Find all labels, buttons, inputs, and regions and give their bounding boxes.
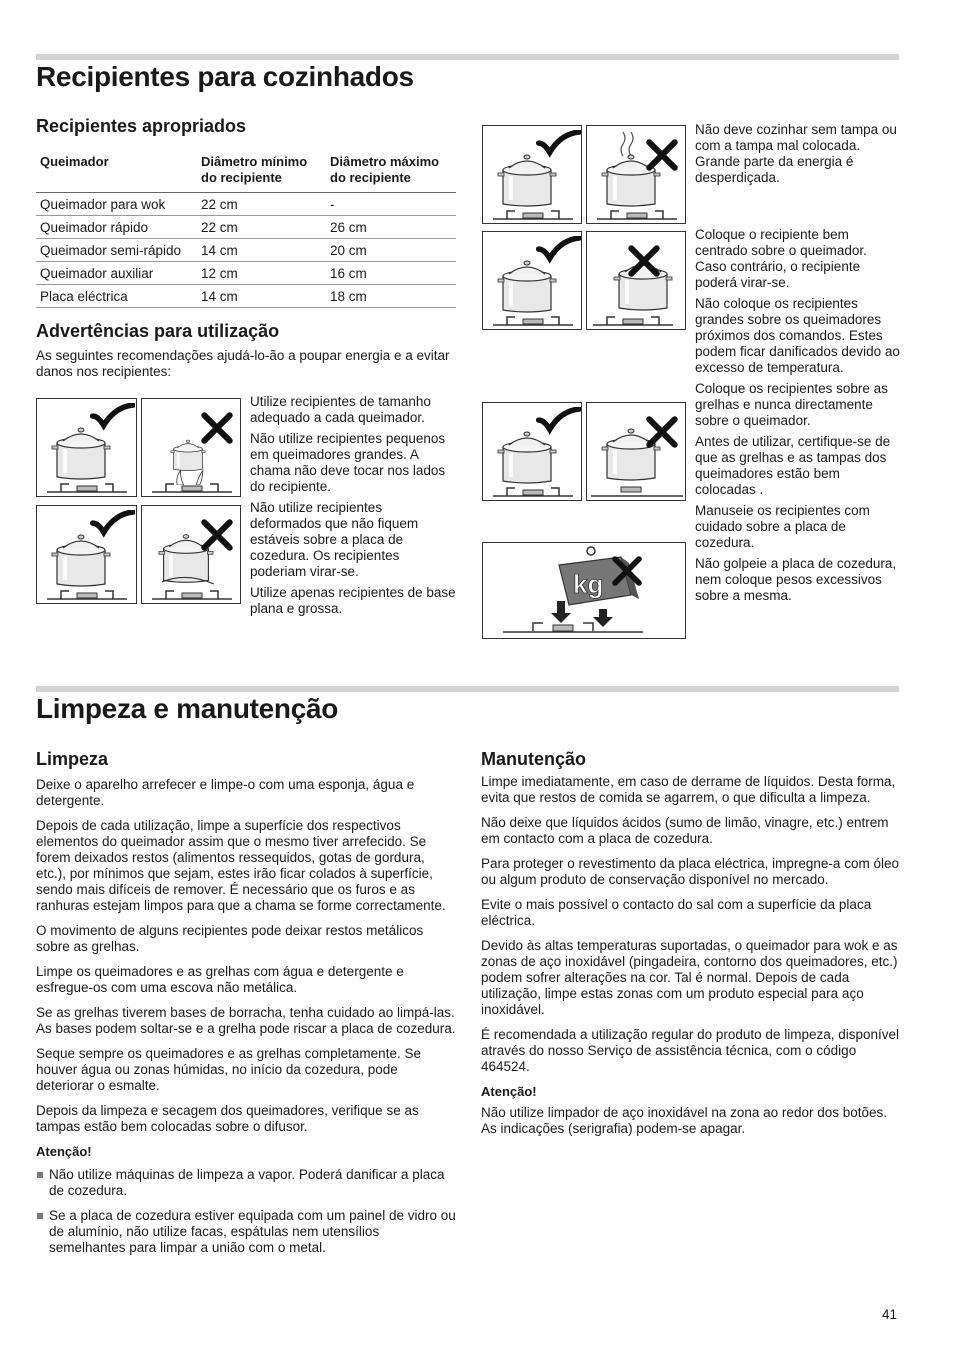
illustration-pot-deformed: [141, 505, 241, 604]
table-header: Queimador: [36, 152, 197, 193]
paragraph: Não utilize limpador de aço inoxidável na zona ao redor dos botões. As indicações (serigrafia) podem-se apagar.: [481, 1105, 888, 1136]
illustration-pot-too-small: [141, 398, 241, 497]
table-row: [36, 216, 456, 239]
table-cell: Queimador rápido: [36, 216, 197, 239]
illustration-pot-centered: [482, 231, 582, 330]
paragraph: É recomendada a utilização regular do produto de limpeza, disponível através do nosso Serviço de assistência técnica, com o código 464524.: [481, 1027, 900, 1074]
note: Coloque os recipientes sobre as grelhas e nunca directamente sobre o queimador.: [695, 381, 888, 428]
paragraph: Depois de cada utilização, limpe a superfície dos respectivos elementos do queimador assim que o mesmo tiver arrefecido. Se forem deixados restos (alimentos ressequidos, gotas de gordura, etc.), por mínimos que sejam, estes irão ficar colados à superfície, sendo mais difíceis de remover. É necessário que os furos e as ranhuras estejam limpos para que a chama se forme correctamente.: [36, 818, 446, 913]
table-cell: Queimador auxiliar: [36, 262, 197, 285]
attention-label: Atenção!: [481, 1084, 537, 1099]
table-cell: 22 cm: [197, 216, 326, 239]
illustration-pot-on-grate: [482, 402, 582, 501]
illustration-pot-correct-size: [36, 398, 137, 497]
illustration-pot-flat: [36, 505, 137, 604]
burner-table: [36, 152, 456, 308]
note: Manuseie os recipientes com cuidado sobre a placa de cozedura.: [695, 503, 870, 550]
pot-icon: [587, 403, 687, 502]
section-divider: [36, 54, 899, 60]
table-cell: 12 cm: [197, 262, 326, 285]
pot-icon: [483, 232, 583, 331]
subheading-manutencao: Manutenção: [481, 749, 587, 769]
table-row: [36, 262, 456, 285]
pot-icon: [587, 232, 687, 331]
table-cell: 26 cm: [326, 216, 456, 239]
pot-icon: [142, 506, 242, 605]
right-notes-block-1: [695, 227, 900, 609]
paragraph: O movimento de alguns recipientes pode deixar restos metálicos sobre as grelhas.: [36, 923, 424, 954]
note: Coloque o recipiente bem centrado sobre o queimador. Caso contrário, o recipiente poderá virar-se.: [695, 227, 867, 290]
subheading-recipientes: Recipientes apropriados: [36, 116, 247, 136]
illustration-pot-no-lid: [586, 125, 686, 224]
paragraph: Limpe imediatamente, em caso de derrame de líquidos. Desta forma, evita que restos de comida se agarrem, o que dificulta a limpeza.: [481, 774, 896, 805]
illustration-weight: [482, 542, 686, 639]
subheading-limpeza: Limpeza: [36, 749, 109, 769]
paragraph: Depois da limpeza e secagem dos queimadores, verifique se as tampas estão bem colocadas sobre o difusor.: [36, 1103, 419, 1134]
table-row: [36, 193, 456, 216]
table-cell: Queimador para wok: [36, 193, 197, 216]
table-cell: -: [326, 193, 456, 216]
note: Não utilize recipientes deformados que não fiquem estáveis sobre a placa de cozedura. Os recipientes poderiam virar-se.: [250, 500, 419, 579]
note: Não utilize recipientes pequenos em queimadores grandes. A chama não deve tocar nos lados do recipiente.: [250, 431, 446, 494]
pot-icon: [587, 126, 687, 225]
table-cell: 18 cm: [326, 285, 456, 308]
note: Utilize apenas recipientes de base plana e grossa.: [250, 585, 456, 616]
paragraph: Deixe o aparelho arrefecer e limpe-o com uma esponja, água e detergente.: [36, 777, 415, 808]
weight-label: kg: [573, 569, 604, 599]
table-cell: 22 cm: [197, 193, 326, 216]
pot-icon: [37, 399, 138, 498]
weight-icon: [483, 543, 687, 640]
paragraph: Evite o mais possível o contacto do sal com a superfície da placa eléctrica.: [481, 897, 872, 928]
list-item: Se a placa de cozedura estiver equipada com um painel de vidro ou de alumínio, não utilize facas, espátulas nem utensílios semelhantes para limpar a união com o metal.: [36, 1208, 456, 1256]
subheading-advertencias: Advertências para utilização: [36, 321, 280, 341]
list-item: Não utilize máquinas de limpeza a vapor. Poderá danificar a placa de cozedura.: [36, 1167, 456, 1199]
page-number: 41: [882, 1307, 898, 1322]
paragraph: Seque sempre os queimadores e as grelhas completamente. Se houver água ou zonas húmidas, no início da cozedura, pode deteriorar o esmalte.: [36, 1046, 421, 1093]
paragraph: Devido às altas temperaturas suportadas, o queimador para wok e as zonas de aço inoxidável (pingadeira, contorno dos queimadores, etc.) podem sofrer alterações na cor. Tal é normal. Depois de cada utilização, limpe estas zonas com um produto especial para aço inoxidável.: [481, 938, 898, 1017]
paragraph: Se as grelhas tiverem bases de borracha, tenha cuidado ao limpá-las. As bases podem soltar-se e a grelha pode riscar a placa de cozedura.: [36, 1005, 456, 1036]
note: Antes de utilizar, certifique-se de que as grelhas e as tampas dos queimadores estão bem colocadas .: [695, 434, 891, 497]
table-cell: Queimador semi-rápido: [36, 239, 197, 262]
pot-icon: [483, 403, 583, 502]
attention-label: Atenção!: [36, 1144, 92, 1159]
table-cell: 14 cm: [197, 285, 326, 308]
limpeza-text: [36, 777, 456, 1265]
table-row: [36, 239, 456, 262]
attention-list: [36, 1167, 456, 1256]
table-header: Diâmetro máximo do recipiente: [326, 152, 456, 193]
note: Utilize recipientes de tamanho adequado a cada queimador.: [250, 394, 431, 425]
intro-text: As seguintes recomendações ajudá-lo-ão a poupar energia e a evitar danos nos recipientes:: [36, 348, 450, 379]
illustration-pot-off-center: [586, 231, 686, 330]
note: Não coloque os recipientes grandes sobre os queimadores próximos dos comandos. Estes podem ficar danificados devido ao excesso de temperatura.: [695, 296, 900, 375]
note-no-lid: Não deve cozinhar sem tampa ou com a tampa mal colocada. Grande parte da energia é desperdiçada.: [695, 122, 897, 185]
illustration-pot-with-lid: [482, 125, 582, 224]
table-cell: 16 cm: [326, 262, 456, 285]
table-cell: Placa eléctrica: [36, 285, 197, 308]
table-cell: 14 cm: [197, 239, 326, 262]
table-cell: 20 cm: [326, 239, 456, 262]
pot-icon: [483, 126, 583, 225]
section-title: Recipientes para cozinhados: [36, 61, 414, 92]
paragraph: Limpe os queimadores e as grelhas com água e detergente e esfregue-os com uma escova não metálica.: [36, 964, 404, 995]
table-header-row: [36, 152, 456, 193]
pot-icon: [37, 506, 138, 605]
section-divider: [36, 686, 899, 692]
illustration-pot-on-burner: [586, 402, 686, 501]
note: Não golpeie a placa de cozedura, nem coloque pesos excessivos sobre a mesma.: [695, 556, 897, 603]
paragraph: Para proteger o revestimento da placa eléctrica, impregne-a com óleo ou algum produto de conservação disponível no mercado.: [481, 856, 899, 887]
section-title: Limpeza e manutenção: [36, 693, 339, 724]
table-row: [36, 285, 456, 308]
left-notes: [250, 394, 456, 622]
pot-icon: [142, 399, 242, 498]
table-header: Diâmetro mínimo do recipiente: [197, 152, 326, 193]
paragraph: Não deixe que líquidos ácidos (sumo de limão, vinagre, etc.) entrem em contacto com a placa de cozedura.: [481, 815, 889, 846]
manutencao-text: [481, 774, 901, 1146]
